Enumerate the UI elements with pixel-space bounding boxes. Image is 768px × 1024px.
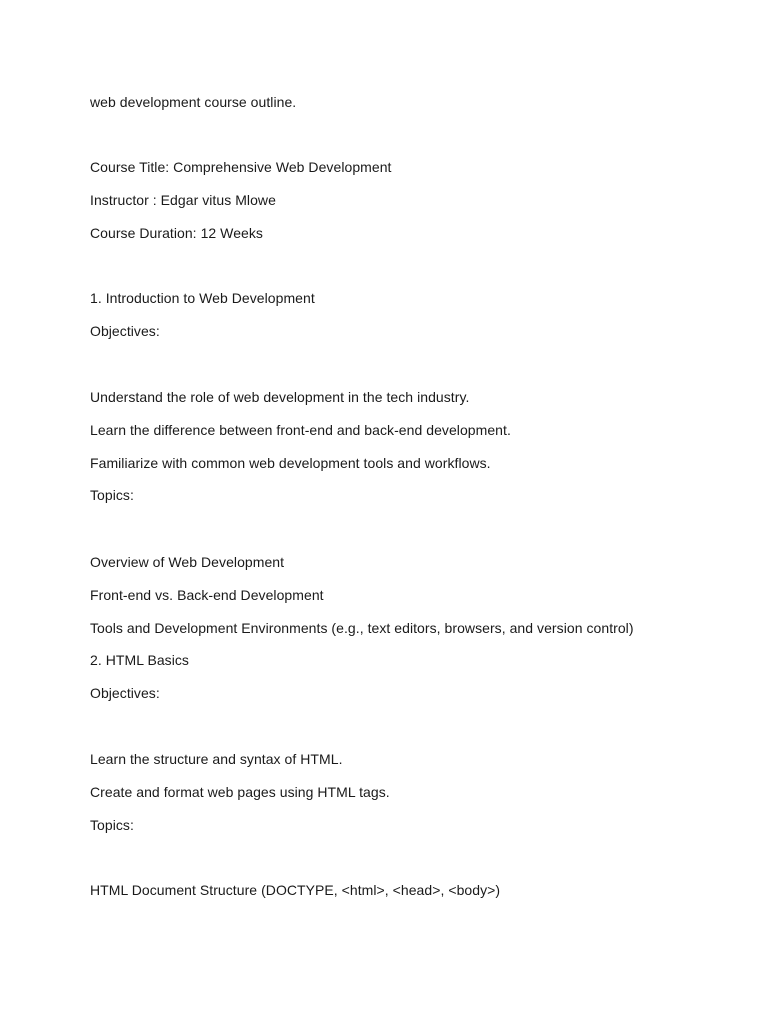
- section-1-objective-2: Learn the difference between front-end and back-end development.: [90, 422, 511, 438]
- course-instructor: Instructor : Edgar vitus Mlowe: [90, 192, 276, 208]
- section-1-objectives-label: Objectives:: [90, 323, 160, 339]
- section-2-title: 2. HTML Basics: [90, 652, 189, 668]
- section-2-topic-1: HTML Document Structure (DOCTYPE, <html>, <head>, <body>): [90, 882, 501, 898]
- section-1-objective-3: Familiarize with common web development tools and workflows.: [90, 455, 491, 471]
- section-1-title: 1. Introduction to Web Development: [90, 290, 315, 306]
- section-2-objective-1: Learn the structure and syntax of HTML.: [90, 751, 343, 767]
- section-2-objective-2: Create and format web pages using HTML tags.: [90, 784, 390, 800]
- section-1-topic-2: Front-end vs. Back-end Development: [90, 587, 324, 603]
- section-1-topic-3: Tools and Development Environments (e.g., text editors, browsers, and version control): [90, 620, 634, 636]
- document-heading: web development course outline.: [90, 94, 297, 110]
- section-2-objectives-label: Objectives:: [90, 685, 160, 701]
- section-1-topics-label: Topics:: [90, 487, 134, 503]
- section-1-topic-1: Overview of Web Development: [90, 554, 285, 570]
- course-duration: Course Duration: 12 Weeks: [90, 225, 263, 241]
- section-2-topics-label: Topics:: [90, 817, 134, 833]
- course-title: Course Title: Comprehensive Web Development: [90, 159, 392, 175]
- section-1-objective-1: Understand the role of web development in the tech industry.: [90, 389, 470, 405]
